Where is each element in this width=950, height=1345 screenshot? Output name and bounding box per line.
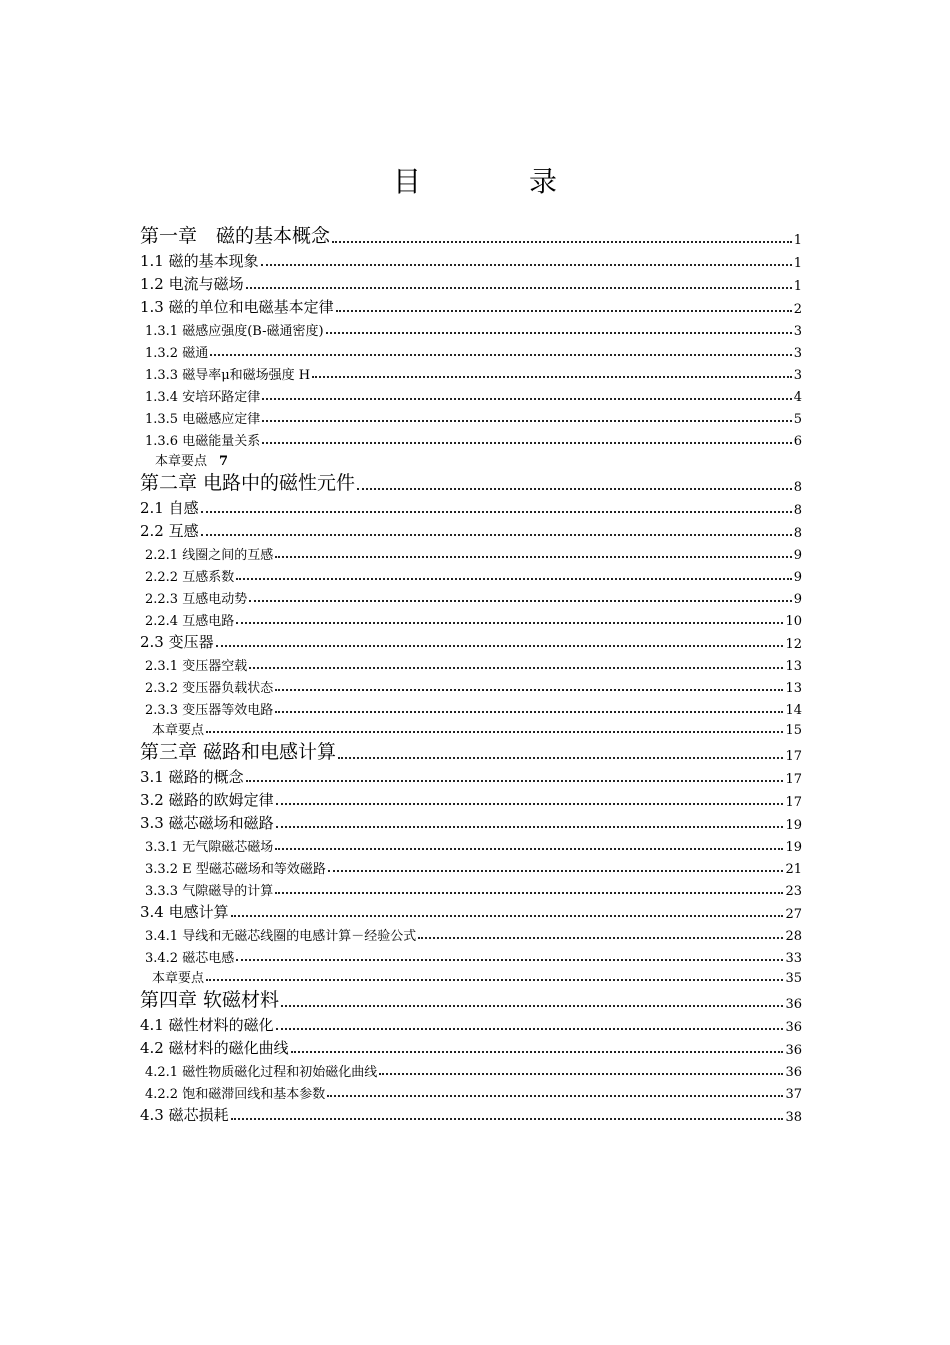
toc-entry xyxy=(140,629,802,652)
toc-entry-page: 19 xyxy=(785,818,802,833)
toc-leader-dots xyxy=(246,780,784,782)
toc-entry-label: 4.2 磁材料的磁化曲线 xyxy=(140,1039,289,1057)
toc-entry-page: 15 xyxy=(785,723,802,738)
toc-entry-page: 7 xyxy=(219,454,229,469)
toc-entry-label: 2.2.3 互感电动势 xyxy=(145,592,248,607)
toc-leader-dots xyxy=(275,848,783,850)
toc-leader-dots xyxy=(236,622,783,624)
toc-entry xyxy=(140,899,802,922)
toc-entry-page: 8 xyxy=(793,480,802,495)
toc-entry xyxy=(140,1035,802,1058)
toc-entry-label: 2.2 互感 xyxy=(140,522,199,540)
toc-entry xyxy=(140,427,802,449)
toc-entry-label: 2.3.3 变压器等效电路 xyxy=(145,703,274,718)
toc-entry-label: 2.2.2 互感系数 xyxy=(145,570,235,585)
toc-entry-label: 3.3.1 无气隙磁芯磁场 xyxy=(145,840,274,855)
toc-entry-label: 本章要点 xyxy=(152,723,205,738)
toc-entry-label: 1.2 电流与磁场 xyxy=(140,275,244,293)
toc-entry xyxy=(140,877,802,899)
toc-entry-label: 1.3.4 安培环路定律 xyxy=(145,390,261,405)
toc-leader-dots xyxy=(231,1118,784,1120)
toc-entry xyxy=(140,855,802,877)
toc-entry xyxy=(140,674,802,696)
toc-entry xyxy=(140,563,802,585)
toc-leader-dots xyxy=(216,645,784,647)
toc-entry-label: 2.3.2 变压器负载状态 xyxy=(145,681,274,696)
toc-entry xyxy=(140,810,802,833)
toc-leader-dots xyxy=(261,264,792,266)
toc-entry-page: 3 xyxy=(793,368,802,383)
toc-entry xyxy=(140,966,802,986)
toc-entry-label: 1.3 磁的单位和电磁基本定律 xyxy=(140,298,334,316)
toc-entry-page: 2 xyxy=(793,302,802,317)
toc-entry-page: 19 xyxy=(785,840,802,855)
toc-entry-page: 37 xyxy=(785,1087,802,1102)
toc-entry-page: 36 xyxy=(785,1043,802,1058)
toc-entry-page: 21 xyxy=(785,862,802,877)
toc-entry-page: 9 xyxy=(793,570,802,585)
toc-entry-label: 2.1 自感 xyxy=(140,499,199,517)
toc-entry xyxy=(140,495,802,518)
toc-entry xyxy=(140,652,802,674)
toc-leader-dots xyxy=(236,578,792,580)
toc-entry-page: 33 xyxy=(785,951,802,966)
toc-leader-dots xyxy=(206,731,783,733)
toc-entry xyxy=(140,449,802,469)
toc-entry xyxy=(140,361,802,383)
toc-entry xyxy=(140,541,802,563)
toc-entry xyxy=(140,339,802,361)
toc-entry-page: 17 xyxy=(785,772,802,787)
toc-leader-dots xyxy=(336,310,792,312)
toc-entry-label: 2.2.1 线圈之间的互感 xyxy=(145,548,274,563)
toc-leader-dots xyxy=(210,354,792,356)
toc-entry-label: 3.3 磁芯磁场和磁路 xyxy=(140,814,274,832)
toc-leader-dots xyxy=(357,488,792,490)
toc-leader-dots xyxy=(418,937,783,939)
toc-leader-dots xyxy=(312,376,792,378)
toc-entry-label: 2.3.1 变压器空载 xyxy=(145,659,248,674)
toc-leader-dots xyxy=(332,241,792,243)
toc-leader-dots xyxy=(328,870,784,872)
toc-entry-page: 13 xyxy=(785,681,802,696)
toc-leader-dots xyxy=(231,915,784,917)
toc-leader-dots xyxy=(275,689,783,691)
toc-leader-dots xyxy=(276,1028,784,1030)
toc-entry-page: 5 xyxy=(793,412,802,427)
toc-entry xyxy=(140,718,802,738)
toc-leader-dots xyxy=(236,959,783,961)
toc-leader-dots xyxy=(206,979,783,981)
toc-entry-page: 13 xyxy=(785,659,802,674)
toc-entry-label: 3.4.2 磁芯电感 xyxy=(145,951,235,966)
toc-entry-label: 1.3.5 电磁感应定律 xyxy=(145,412,261,427)
toc-leader-dots xyxy=(327,1095,783,1097)
toc-entry-label: 第一章 磁的基本概念 xyxy=(140,225,331,247)
toc-entry-label: 3.3.2 E 型磁芯磁场和等效磁路 xyxy=(145,862,326,877)
toc-entry-page: 3 xyxy=(793,346,802,361)
toc-entry xyxy=(140,383,802,405)
toc-entry-page: 38 xyxy=(785,1110,802,1125)
toc-entry xyxy=(140,607,802,629)
toc-leader-dots xyxy=(262,442,792,444)
toc-entry xyxy=(140,518,802,541)
table-of-contents xyxy=(140,222,802,1125)
toc-entry xyxy=(140,986,802,1012)
toc-leader-dots xyxy=(326,332,792,334)
toc-entry xyxy=(140,1080,802,1102)
toc-entry-page: 28 xyxy=(785,929,802,944)
toc-leader-dots xyxy=(291,1051,784,1053)
toc-entry-page: 17 xyxy=(785,749,802,764)
toc-entry-label: 2.3 变压器 xyxy=(140,633,214,651)
toc-entry xyxy=(140,696,802,718)
toc-entry-page: 36 xyxy=(785,1065,802,1080)
toc-entry-page: 9 xyxy=(793,548,802,563)
toc-leader-dots xyxy=(281,1005,783,1007)
toc-entry-label: 本章要点 xyxy=(152,971,205,986)
toc-entry-label: 3.4.1 导线和无磁芯线圈的电感计算－经验公式 xyxy=(145,929,417,944)
toc-entry-page: 36 xyxy=(785,997,802,1012)
toc-entry-label: 3.4 电感计算 xyxy=(140,903,229,921)
toc-entry xyxy=(140,1058,802,1080)
toc-entry-label: 3.1 磁路的概念 xyxy=(140,768,244,786)
toc-entry xyxy=(140,405,802,427)
toc-entry xyxy=(140,469,802,495)
toc-entry xyxy=(140,222,802,248)
toc-entry-label: 第三章 磁路和电感计算 xyxy=(140,741,337,763)
toc-leader-dots xyxy=(379,1073,783,1075)
toc-entry-page: 1 xyxy=(793,256,802,271)
toc-leader-dots xyxy=(249,667,783,669)
toc-leader-dots xyxy=(201,511,792,513)
toc-leader-dots xyxy=(276,826,784,828)
toc-entry-page: 8 xyxy=(793,503,802,518)
toc-entry-label: 本章要点 xyxy=(155,454,208,469)
toc-entry xyxy=(140,787,802,810)
page-title: 目 录 xyxy=(392,165,597,198)
toc-entry xyxy=(140,271,802,294)
toc-entry xyxy=(140,1102,802,1125)
toc-entry-page: 36 xyxy=(785,1020,802,1035)
toc-entry-page: 17 xyxy=(785,795,802,810)
toc-entry-page: 1 xyxy=(793,233,802,248)
toc-entry-label: 1.3.2 磁通 xyxy=(145,346,209,361)
toc-entry-label: 3.2 磁路的欧姆定律 xyxy=(140,791,274,809)
toc-entry-page: 23 xyxy=(785,884,802,899)
toc-entry-label: 1.3.1 磁感应强度(B-磁通密度) xyxy=(145,324,324,339)
toc-entry-label: 4.1 磁性材料的磁化 xyxy=(140,1016,274,1034)
toc-entry-label: 4.2.1 磁性物质磁化过程和初始磁化曲线 xyxy=(145,1065,378,1080)
toc-entry xyxy=(140,922,802,944)
toc-entry-page: 10 xyxy=(785,614,802,629)
toc-entry xyxy=(140,764,802,787)
toc-entry xyxy=(140,833,802,855)
toc-entry-label: 1.1 磁的基本现象 xyxy=(140,252,259,270)
toc-leader-dots xyxy=(276,803,784,805)
toc-leader-dots xyxy=(246,287,792,289)
toc-entry xyxy=(140,317,802,339)
toc-entry-label: 2.2.4 互感电路 xyxy=(145,614,235,629)
toc-entry-label: 1.3.3 磁导率μ和磁场强度 H xyxy=(145,368,311,383)
toc-entry-label: 1.3.6 电磁能量关系 xyxy=(145,434,261,449)
toc-entry-label: 第二章 电路中的磁性元件 xyxy=(140,472,356,494)
toc-entry-page: 27 xyxy=(785,907,802,922)
toc-entry-page: 9 xyxy=(793,592,802,607)
toc-leader-dots xyxy=(275,556,792,558)
toc-entry-page: 14 xyxy=(785,703,802,718)
toc-leader-dots xyxy=(275,892,783,894)
toc-leader-dots xyxy=(275,711,783,713)
toc-entry xyxy=(140,294,802,317)
toc-entry xyxy=(140,585,802,607)
toc-entry-label: 第四章 软磁材料 xyxy=(140,989,280,1011)
toc-leader-dots xyxy=(262,398,792,400)
toc-entry-page: 6 xyxy=(793,434,802,449)
toc-entry xyxy=(140,248,802,271)
toc-entry-label: 3.3.3 气隙磁导的计算 xyxy=(145,884,274,899)
toc-entry xyxy=(140,738,802,764)
toc-entry xyxy=(140,1012,802,1035)
toc-leader-dots xyxy=(338,757,783,759)
toc-leader-dots xyxy=(201,534,792,536)
toc-entry xyxy=(140,944,802,966)
toc-leader-dots xyxy=(249,600,792,602)
toc-entry-page: 35 xyxy=(785,971,802,986)
toc-entry-page: 12 xyxy=(785,637,802,652)
toc-entry-page: 1 xyxy=(793,279,802,294)
toc-entry-label: 4.2.2 饱和磁滞回线和基本参数 xyxy=(145,1087,326,1102)
toc-entry-page: 3 xyxy=(793,324,802,339)
toc-entry-label: 4.3 磁芯损耗 xyxy=(140,1106,229,1124)
toc-entry-page: 8 xyxy=(793,526,802,541)
toc-leader-dots xyxy=(262,420,792,422)
toc-entry-page: 4 xyxy=(793,390,802,405)
